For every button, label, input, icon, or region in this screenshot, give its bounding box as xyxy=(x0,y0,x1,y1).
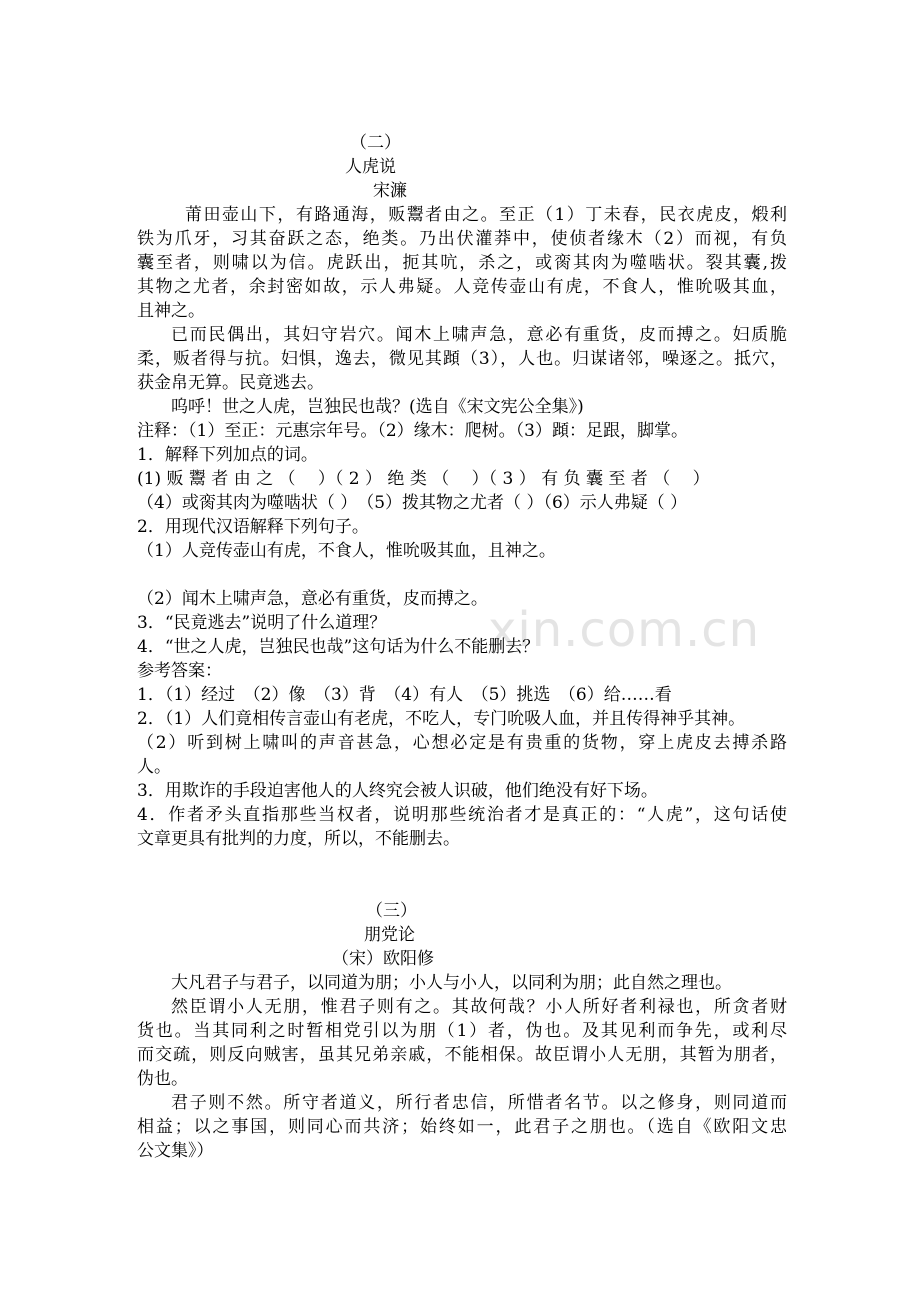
text-line: 铁为爪牙，习其奋跃之态，绝类。乃出伏灌莽中，使侦者缘木（2）而视，有负 xyxy=(137,229,787,249)
essay-author: （宋）欧阳修 xyxy=(332,949,434,969)
text-line: 然臣谓小人无朋，惟君子则有之。其故何哉？小人所好者利禄也，所贪者财 xyxy=(171,997,787,1017)
text-line: 囊至者，则啸以为信。虎跃出，扼其吭，杀之，或脔其肉为噬啮状。裂其囊,拨 xyxy=(137,253,787,273)
text-line: 货也。当其同利之时暂相党引以为朋（1）者，伪也。及其见利而争先，或利尽 xyxy=(137,1021,787,1041)
text-line: 且神之。 xyxy=(137,301,205,321)
document-page xyxy=(137,131,787,1163)
text-line: 文章更具有批判的力度，所以，不能删去。 xyxy=(137,829,460,849)
question-item: （4）或脔其肉为噬啮状（ ） （5）拨其物之尤者（ ）（6）示人弗疑（ ） xyxy=(137,493,688,513)
paragraph: 大凡君子与君子，以同道为朋；小人与小人，以同利为朋；此自然之理也。 xyxy=(171,973,732,993)
paragraph xyxy=(137,995,787,1091)
essay-author: 宋濂 xyxy=(373,181,407,201)
text-line: 而交疏，则反向贼害，虽其兄弟亲戚，不能相保。故臣谓小人无朋，其暂为朋者， xyxy=(137,1045,787,1065)
answer-space xyxy=(137,563,787,587)
text-line: （2）听到树上啸叫的声音甚急，心想必定是有贵重的货物，穿上虎皮去搏杀路 xyxy=(137,733,787,753)
essay-title: 朋党论 xyxy=(364,925,415,945)
essay-title: 人虎说 xyxy=(345,157,396,177)
section-gap xyxy=(137,851,787,899)
question-item: （1）人竞传壶山有虎，不食人，惟吮吸其血，且神之。 xyxy=(137,541,556,561)
text-line: 公文集》） xyxy=(137,1141,214,1161)
text-line: 人。 xyxy=(137,757,171,777)
text-line: 获金帛无算。民竟逃去。 xyxy=(137,373,324,393)
paragraph xyxy=(137,1091,787,1163)
text-line: 相益；以之事国，则同心而共济；始终如一，此君子之朋也。（选自《欧阳文忠 xyxy=(137,1117,787,1137)
paragraph xyxy=(137,203,787,323)
text-line: 君子则不然。所守者道义，所行者忠信，所惜者名节。以之修身，则同道而 xyxy=(171,1093,787,1113)
notes: 注释：（1）至正：元惠宗年号。（2）缘木：爬树。（3）蹞：足跟，脚掌。 xyxy=(137,421,688,441)
question-item: （2）闻木上啸声急，意必有重货，皮而搏之。 xyxy=(137,589,488,609)
text-line: 莆田壶山下，有路通海，贩鬻者由之。至正（1）丁未春，民衣虎皮，煅利 xyxy=(185,205,787,225)
paragraph: 呜呼！世之人虎，岂独民也哉？(选自《宋文宪公全集》) xyxy=(171,397,584,417)
paragraph xyxy=(137,323,787,395)
question-item: (1) 贩 鬻 者 由 之 （ ）（ 2 ） 绝 类 （ ）（ 3 ） 有 负 囊 至 者 （ ） xyxy=(137,469,710,489)
text-line: 已而民偶出，其妇守岩穴。闻木上啸声急，意必有重货，皮而搏之。妇质脆 xyxy=(171,325,787,345)
question: 4．“世之人虎，岂独民也哉”这句话为什么不能删去？ xyxy=(137,637,540,657)
answer: 2．（1）人们竟相传言壶山有老虎，不吃人，专门吮吸人血，并且传得神乎其神。 xyxy=(137,709,746,729)
question: 1．解释下列加点的词。 xyxy=(137,445,318,465)
answer xyxy=(137,731,787,779)
text-line: 伪也。 xyxy=(137,1069,188,1089)
answer: 1．（1）经过 （2）像 （3）背 （4）有人 （5）挑选 （6）给……看 xyxy=(137,685,672,705)
watermark-text: xin.com.cn xyxy=(488,602,761,658)
answer: 3．用欺诈的手段迫害他人的人终究会被人识破，他们绝没有好下场。 xyxy=(137,781,658,801)
section-number: （三） xyxy=(366,901,417,921)
text-line: 4．作者矛头直指那些当权者，说明那些统治者才是真正的：“人虎”，这句话使 xyxy=(137,805,787,825)
answer xyxy=(137,803,787,851)
question: 3．“民竟逃去”说明了什么道理？ xyxy=(137,613,387,633)
question: 2．用现代汉语解释下列句子。 xyxy=(137,517,369,537)
text-line: 柔，贩者得与抗。妇惧，逸去，微见其蹞（3），人也。归谋诸邻，噪逐之。抵穴， xyxy=(137,349,787,369)
answers-heading: 参考答案： xyxy=(137,661,222,681)
text-line: 其物之尤者，余封密如故，示人弗疑。人竞传壶山有虎，不食人，惟吮吸其血， xyxy=(137,277,787,297)
section-number: （二） xyxy=(350,133,401,153)
